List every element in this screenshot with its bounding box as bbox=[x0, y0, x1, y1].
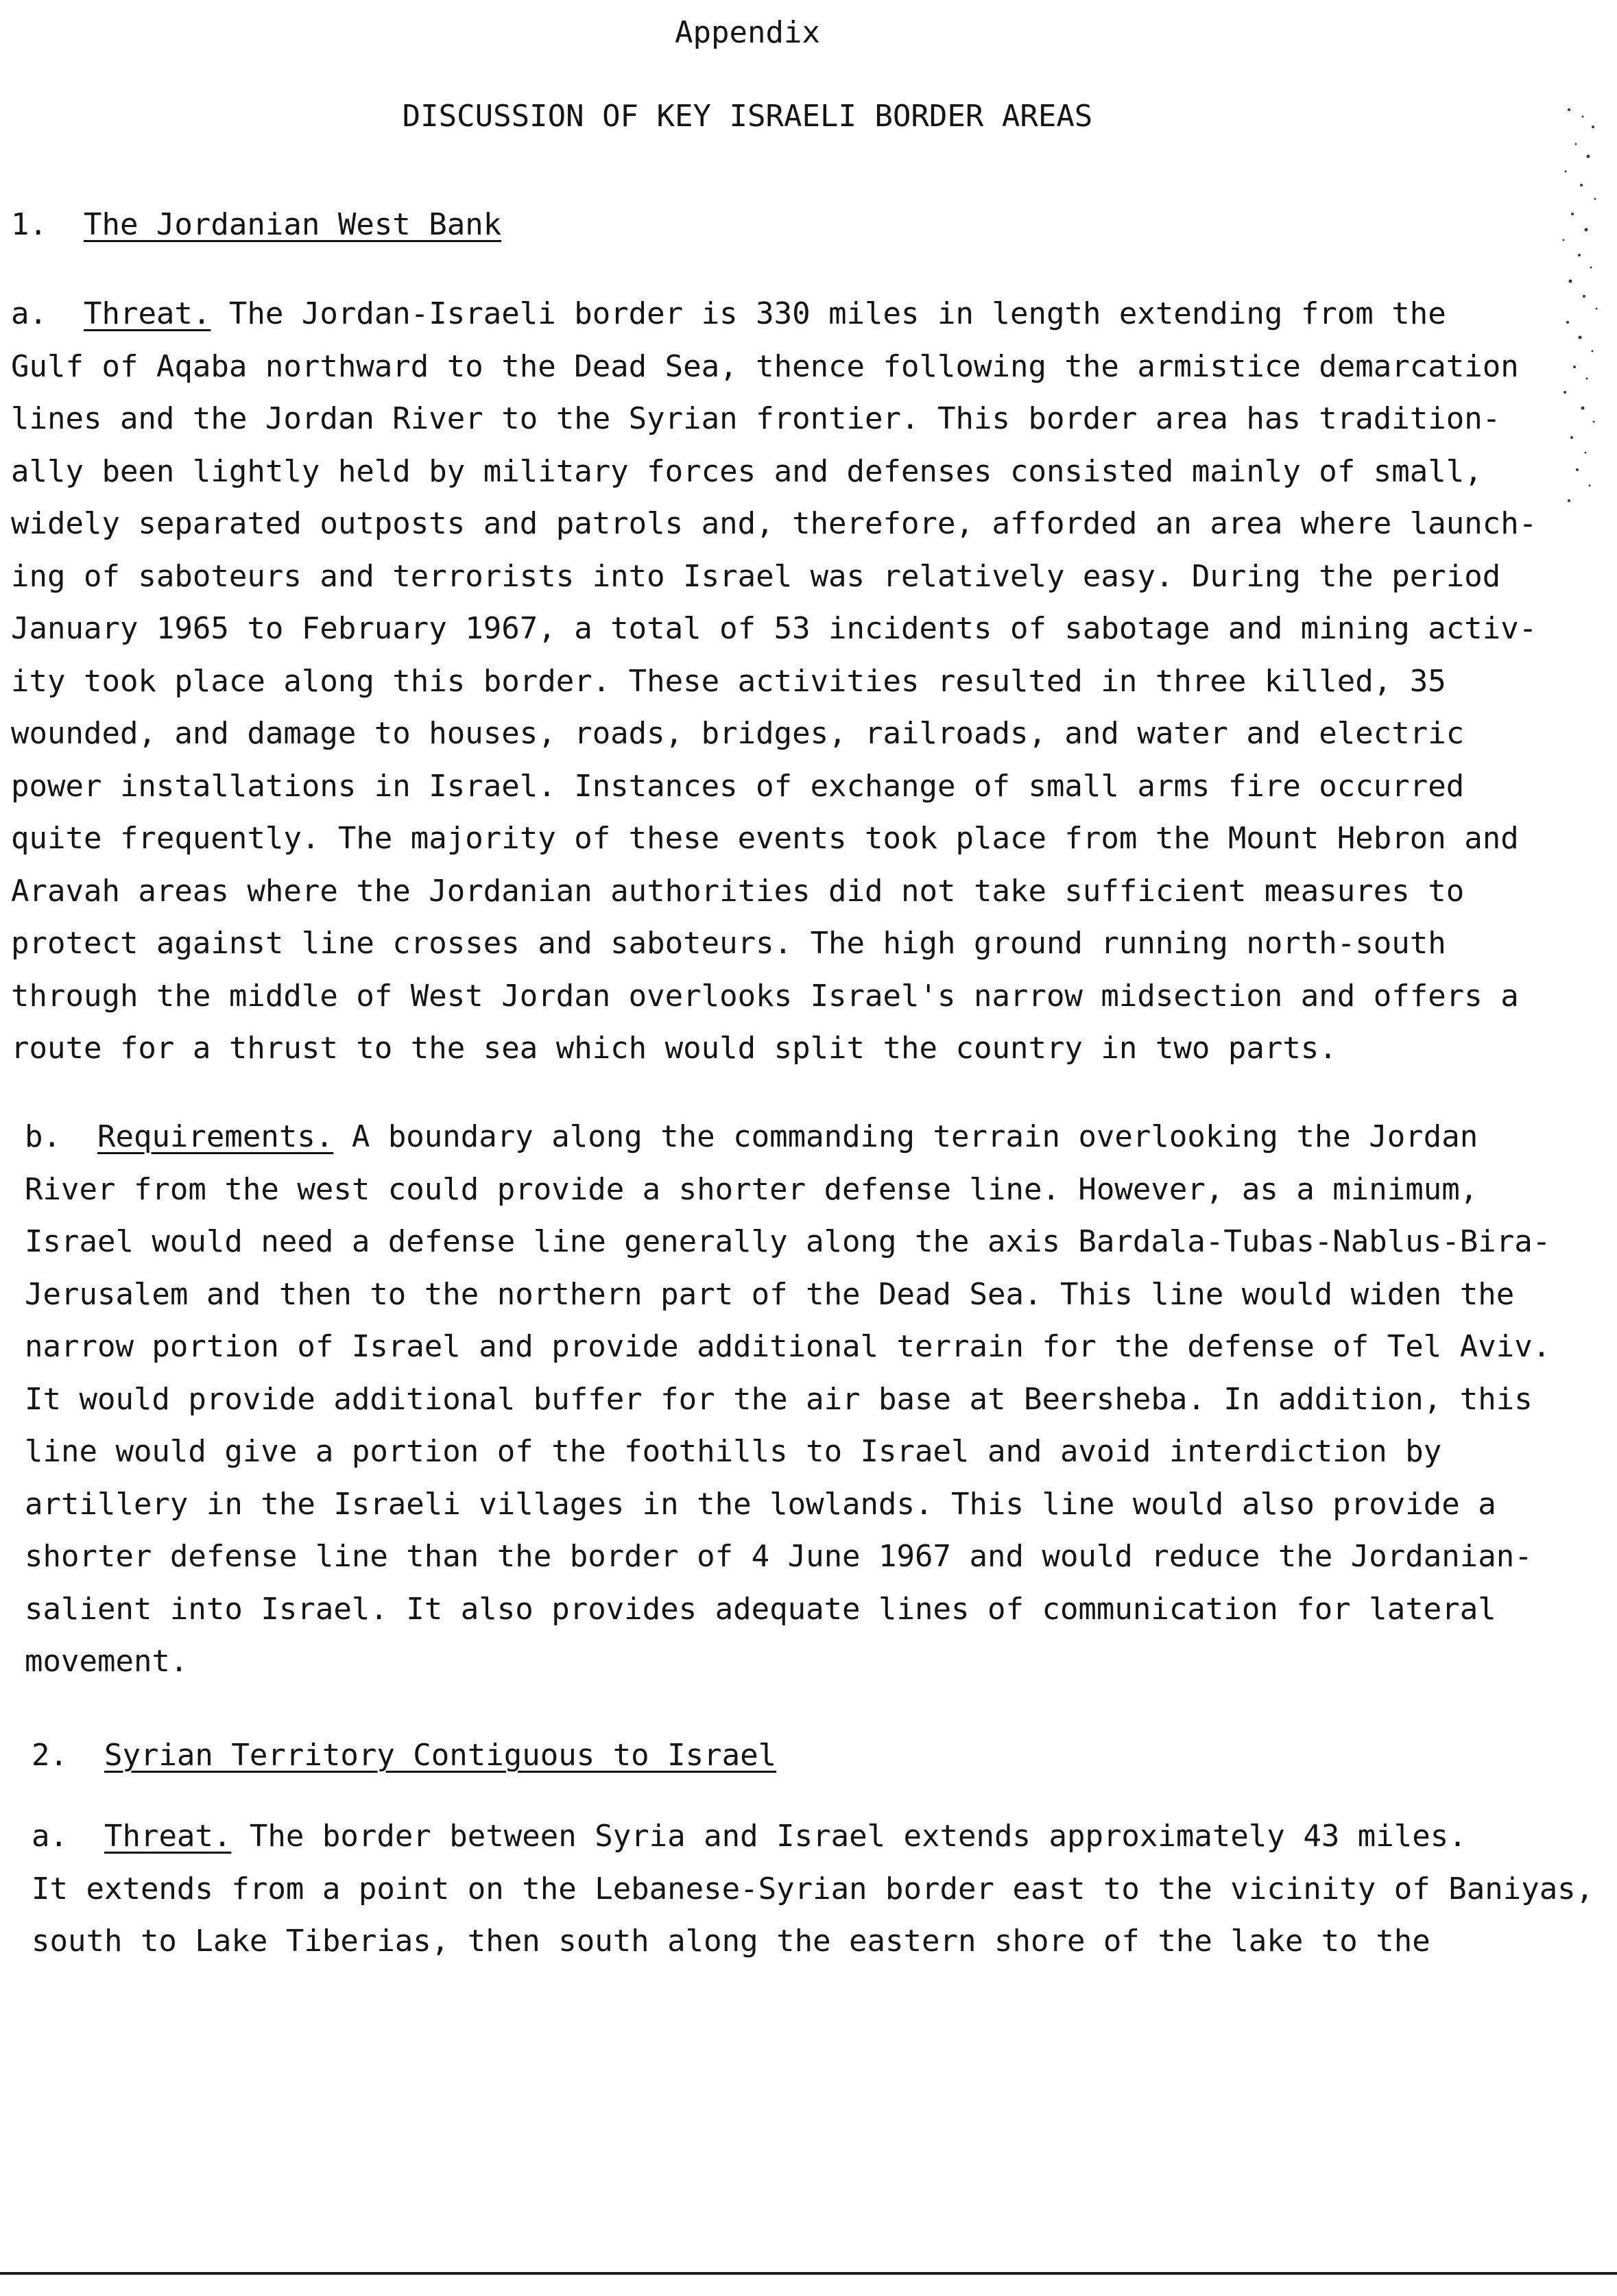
appendix-label: Appendix bbox=[675, 15, 820, 50]
section-2-threat-label: Threat. bbox=[104, 1819, 232, 1854]
section-1-requirements-marker: b. bbox=[25, 1119, 61, 1154]
document-title: DISCUSSION OF KEY ISRAELI BORDER AREAS bbox=[402, 99, 1093, 134]
paragraph-line: It extends from a point on the Lebanese-Syrian border east to the vicinity of Baniyas, bbox=[32, 1871, 1594, 1906]
paragraph-line: It would provide additional buffer for the air base at Beersheba. In addition, this bbox=[25, 1381, 1533, 1417]
section-1-threat-paragraph bbox=[11, 288, 1537, 1075]
paragraph-line: south to Lake Tiberias, then south along the eastern shore of the lake to the bbox=[32, 1924, 1430, 1959]
paragraph-line: lines and the Jordan River to the Syrian frontier. This border area has tradition- bbox=[11, 401, 1501, 436]
paragraph-line: ity took place along this border. These activities resulted in three killed, 35 bbox=[11, 663, 1446, 699]
paragraph-line: Israel would need a defense line generally along the axis Bardala-Tubas-Nablus-Bira- bbox=[25, 1224, 1551, 1259]
section-1-threat-label: Threat. bbox=[83, 296, 211, 331]
scan-speckle-mark bbox=[1555, 96, 1603, 521]
paragraph-line: Gulf of Aqaba northward to the Dead Sea, thence following the armistice demarcation bbox=[11, 348, 1519, 384]
section-2-threat-marker: a. bbox=[32, 1819, 68, 1854]
paragraph-line: Aravah areas where the Jordanian authorities did not take sufficient measures to bbox=[11, 873, 1465, 909]
paragraph-line: ing of saboteurs and terrorists into Israel was relatively easy. During the period bbox=[11, 558, 1501, 594]
paragraph-line: power installations in Israel. Instances of exchange of small arms fire occurred bbox=[11, 768, 1465, 804]
paragraph-line: a. Threat. The Jordan-Israeli border is 330 miles in length extending from the bbox=[11, 296, 1446, 331]
paragraph-line: quite frequently. The majority of these events took place from the Mount Hebron and bbox=[11, 821, 1519, 856]
paragraph-line: b. Requirements. A boundary along the commanding terrain overlooking the Jordan bbox=[25, 1119, 1478, 1154]
paragraph-line: a. Threat. The border between Syria and Israel extends approximately 43 miles. bbox=[32, 1819, 1467, 1854]
section-2-title: Syrian Territory Contiguous to Israel bbox=[104, 1738, 777, 1773]
section-1-requirements-paragraph bbox=[25, 1111, 1550, 1688]
paragraph-line: artillery in the Israeli villages in the lowlands. This line would also provide a bbox=[25, 1486, 1496, 1522]
paragraph-line: line would give a portion of the foothills to Israel and avoid interdiction by bbox=[25, 1434, 1442, 1469]
section-1-heading bbox=[11, 204, 501, 246]
paragraph-line: protect against line crosses and saboteurs. The high ground running north-south bbox=[11, 926, 1446, 961]
section-2-number: 2. bbox=[32, 1738, 68, 1773]
paragraph-line: movement. bbox=[25, 1644, 189, 1679]
paragraph-line: Jerusalem and then to the northern part of the Dead Sea. This line would widen the bbox=[25, 1276, 1515, 1312]
paragraph-line: January 1965 to February 1967, a total of 53 incidents of sabotage and mining activ- bbox=[11, 611, 1537, 646]
section-2-threat-paragraph bbox=[32, 1810, 1594, 1968]
section-1-threat-marker: a. bbox=[11, 296, 47, 331]
section-1-requirements-label: Requirements. bbox=[97, 1119, 334, 1154]
paragraph-line: widely separated outposts and patrols and, therefore, afforded an area where launch- bbox=[11, 506, 1537, 541]
paragraph-line: ally been lightly held by military forces and defenses consisted mainly of small, bbox=[11, 453, 1483, 489]
section-1-number: 1. bbox=[11, 207, 47, 242]
bottom-rule bbox=[0, 2272, 1617, 2275]
paragraph-line: wounded, and damage to houses, roads, bridges, railroads, and water and electric bbox=[11, 716, 1465, 751]
paragraph-line: salient into Israel. It also provides adequate lines of communication for lateral bbox=[25, 1591, 1496, 1627]
paragraph-line: route for a thrust to the sea which would split the country in two parts. bbox=[11, 1031, 1337, 1066]
paragraph-line: shorter defense line than the border of 4 June 1967 and would reduce the Jordanian- bbox=[25, 1539, 1533, 1574]
paragraph-line: through the middle of West Jordan overlooks Israel's narrow midsection and offers a bbox=[11, 978, 1519, 1014]
section-2-heading bbox=[32, 1735, 776, 1776]
paragraph-line: narrow portion of Israel and provide additional terrain for the defense of Tel Aviv. bbox=[25, 1329, 1551, 1364]
paragraph-line: River from the west could provide a shorter defense line. However, as a minimum, bbox=[25, 1171, 1478, 1207]
section-1-title: The Jordanian West Bank bbox=[83, 207, 502, 242]
